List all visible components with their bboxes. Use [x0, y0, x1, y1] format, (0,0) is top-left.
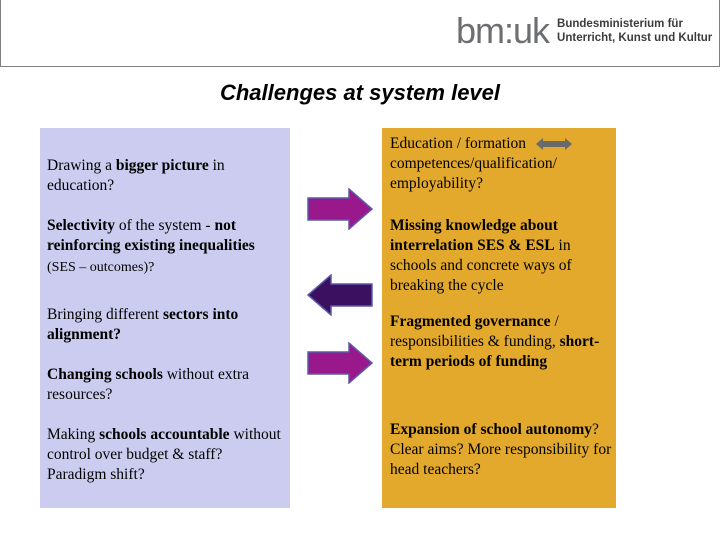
logo-mark [456, 10, 550, 51]
arrow-right-icon [307, 188, 373, 230]
logo-line-1: Bundesministerium für [557, 18, 683, 30]
slide-title: Challenges at system level [219, 80, 501, 105]
arrow-left-icon [307, 274, 373, 316]
arrow-right-icon [307, 342, 373, 384]
header-bar [0, 0, 720, 67]
right-panel [382, 128, 616, 508]
right-item-missing-knowledge: Missing knowledge about interrelation SES & ESL in schools and concrete ways of breaking the cycle [390, 217, 572, 294]
left-item-selectivity: Selectivity of the system - not reinforcing existing inequalities (SES – outcomes)? [47, 217, 255, 275]
left-panel [40, 128, 290, 508]
logo-line-2: Unterricht, Kunst und Kultur [557, 32, 713, 44]
left-item-accountable: Making schools accountable without control over budget & staff? Paradigm shift? [47, 426, 281, 483]
left-item-sectors: Bringing different sectors into alignment? [47, 306, 239, 343]
right-item-autonomy: Expansion of school autonomy? Clear aims? More responsibility for head teachers? [390, 421, 612, 478]
ministry-logo [456, 10, 713, 51]
right-item-education: Education / formation competences/qualification/ employability? [390, 134, 614, 194]
left-item-changing-schools: Changing schools without extra resources? [47, 366, 249, 403]
right-item-governance: Fragmented governance / responsibilities & funding, short-term periods of funding [390, 313, 600, 370]
logo-mark-text: bm:uk [456, 10, 550, 51]
logo-text [557, 17, 712, 45]
left-item-bigger-picture: Drawing a bigger picture in education? [47, 157, 225, 194]
double-arrow-icon [536, 137, 572, 151]
